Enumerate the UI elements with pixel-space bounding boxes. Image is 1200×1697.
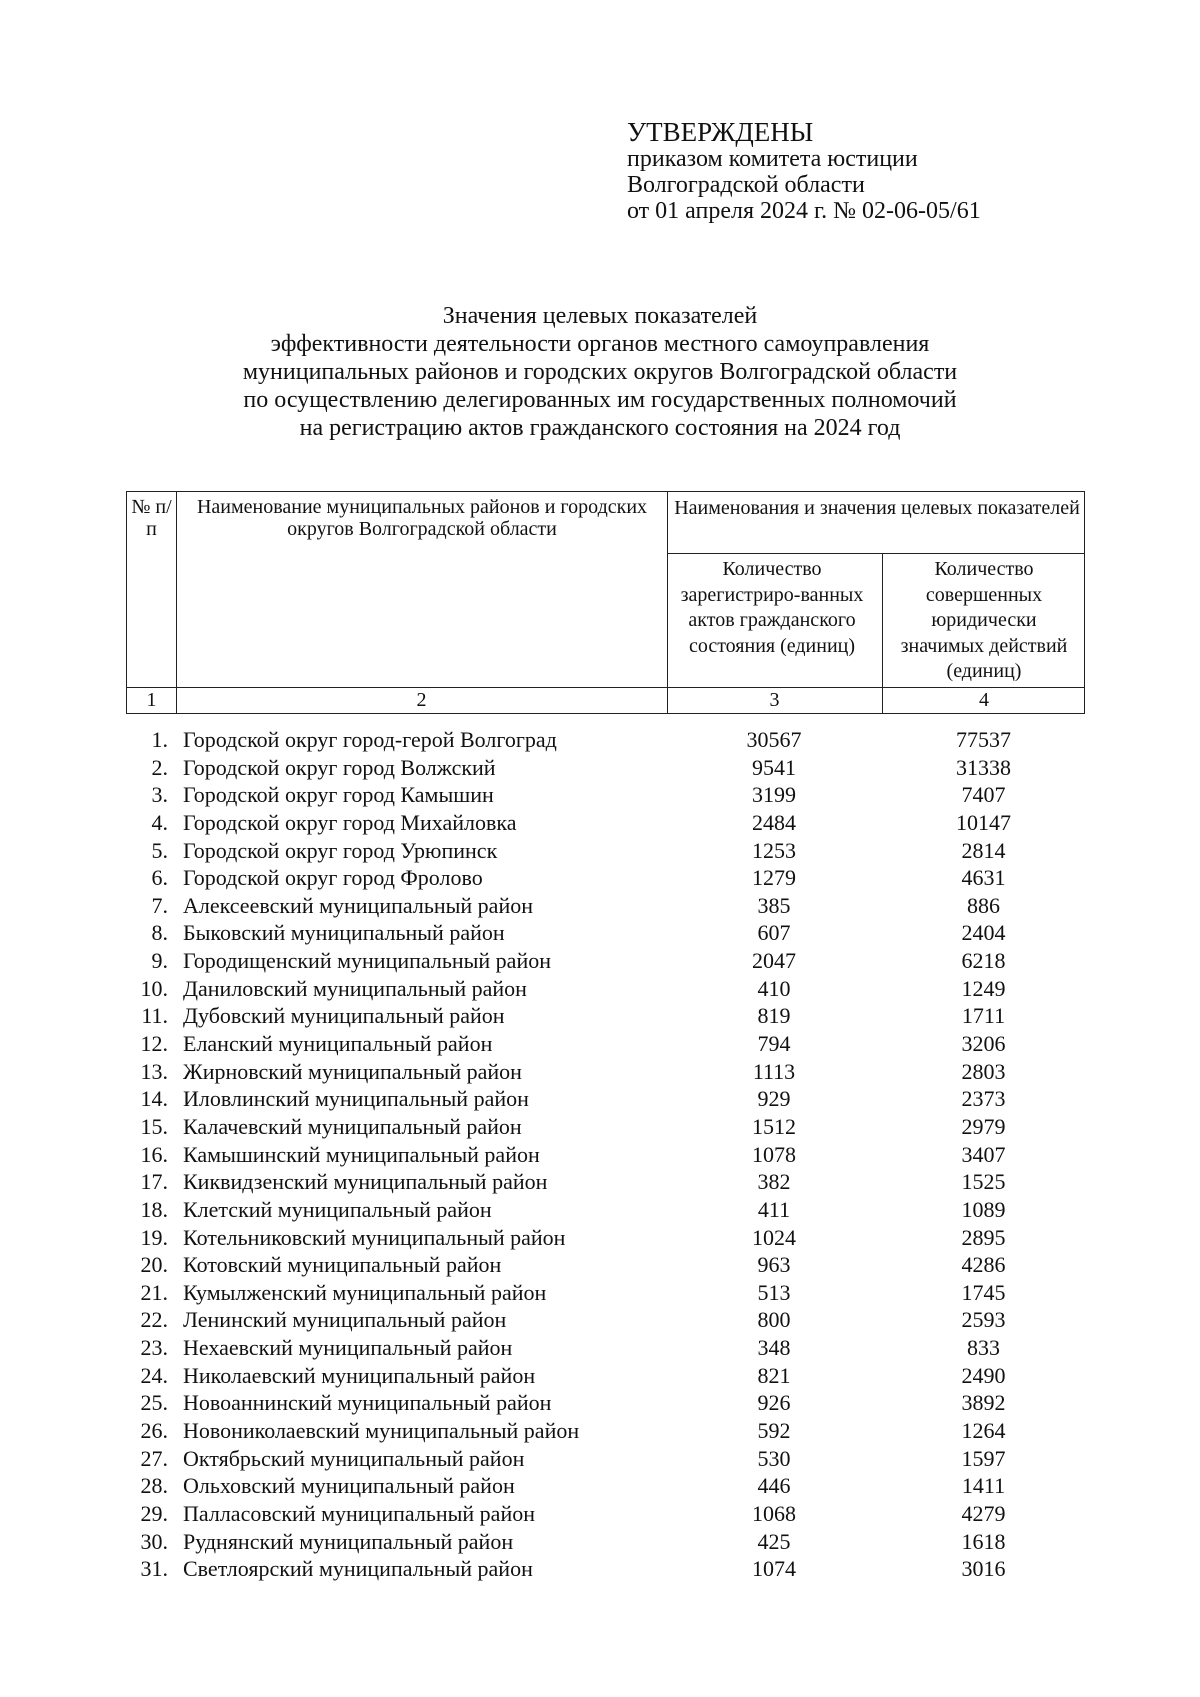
row-acts-count: 1279 (752, 865, 796, 891)
table-row (126, 1417, 1085, 1445)
row-name: Городищенский муниципальный район (183, 948, 551, 974)
row-actions-count: 1745 (961, 1279, 1006, 1305)
approval-line-2: Волгоградской области (627, 172, 865, 198)
row-number: 28. (140, 1473, 168, 1499)
table-row (126, 1113, 1085, 1141)
row-acts-count: 513 (757, 1279, 791, 1305)
row-acts-count: 446 (757, 1473, 791, 1499)
row-actions-count: 6218 (961, 948, 1006, 974)
row-actions-count: 1618 (961, 1528, 1006, 1554)
header-col3: Количество зарегистриро-ванных актов гражданского состояния (единиц) (680, 558, 864, 657)
row-number: 19. (140, 1224, 168, 1250)
row-acts-count: 1253 (752, 837, 796, 863)
row-number: 12. (140, 1031, 168, 1057)
row-actions-count: 1525 (961, 1169, 1006, 1195)
header-num: № п/п (131, 496, 172, 540)
document-title (150, 302, 1050, 442)
table-row (126, 1334, 1085, 1362)
row-number: 8. (151, 920, 168, 946)
row-acts-count: 800 (757, 1307, 791, 1333)
row-actions-count: 2373 (961, 1086, 1006, 1112)
table-row (126, 1279, 1085, 1307)
row-number: 25. (140, 1390, 168, 1416)
row-acts-count: 821 (757, 1362, 791, 1388)
row-number: 7. (151, 892, 168, 918)
table-row (126, 1445, 1085, 1473)
table-row (126, 1306, 1085, 1334)
table-row (126, 864, 1085, 892)
row-name: Еланский муниципальный район (183, 1031, 493, 1057)
table-row (126, 1500, 1085, 1528)
title-line-3: муниципальных районов и городских округов Волгоградской области (242, 359, 958, 385)
row-acts-count: 926 (757, 1390, 791, 1416)
row-acts-count: 1068 (752, 1500, 796, 1526)
header-divider (176, 492, 177, 713)
row-name: Нехаевский муниципальный район (183, 1335, 513, 1361)
row-acts-count: 592 (757, 1418, 791, 1444)
table-row (126, 1528, 1085, 1556)
row-acts-count: 1113 (752, 1058, 796, 1084)
row-acts-count: 530 (757, 1445, 791, 1471)
row-actions-count: 3206 (961, 1031, 1006, 1057)
row-actions-count: 2803 (961, 1058, 1006, 1084)
title-line-2: эффективности деятельности органов местного самоуправления (270, 331, 930, 357)
row-acts-count: 963 (757, 1252, 791, 1278)
row-name: Котовский муниципальный район (183, 1252, 502, 1278)
header-name: Наименование муниципальных районов и городских округов Волгоградской области (196, 496, 648, 540)
table-row (126, 919, 1085, 947)
row-number: 14. (140, 1086, 168, 1112)
row-number: 17. (140, 1169, 168, 1195)
row-actions-count: 4286 (961, 1252, 1006, 1278)
row-number: 24. (140, 1362, 168, 1388)
row-actions-count: 2593 (961, 1307, 1006, 1333)
row-acts-count: 411 (757, 1196, 791, 1222)
row-number: 31. (140, 1556, 168, 1582)
col-number-2: 2 (416, 689, 427, 711)
row-actions-count: 4631 (961, 865, 1006, 891)
row-name: Киквидзенский муниципальный район (183, 1169, 548, 1195)
col-number-4: 4 (979, 689, 989, 711)
header-divider (667, 492, 668, 713)
row-name: Дубовский муниципальный район (183, 1003, 505, 1029)
row-number: 29. (140, 1500, 168, 1526)
table-row (126, 1085, 1085, 1113)
row-name: Жирновский муниципальный район (183, 1058, 522, 1084)
row-number: 15. (140, 1113, 168, 1139)
row-actions-count: 3892 (961, 1390, 1006, 1416)
row-name: Городской округ город Камышин (183, 782, 494, 808)
approval-line-1: приказом комитета юстиции (627, 146, 918, 172)
title-line-1: Значения целевых показателей (442, 303, 758, 329)
row-acts-count: 9541 (752, 754, 796, 780)
row-name: Новоаннинский муниципальный район (183, 1390, 552, 1416)
row-actions-count: 2814 (961, 837, 1006, 863)
row-name: Октябрьский муниципальный район (183, 1445, 525, 1471)
approval-block (627, 118, 981, 224)
row-actions-count: 10147 (956, 809, 1011, 835)
row-number: 20. (140, 1252, 168, 1278)
row-name: Палласовский муниципальный район (183, 1500, 535, 1526)
row-number: 9. (151, 948, 168, 974)
row-actions-count: 31338 (956, 754, 1011, 780)
row-name: Кумылженский муниципальный район (183, 1279, 547, 1305)
row-number: 13. (140, 1058, 168, 1084)
row-actions-count: 2404 (961, 920, 1006, 946)
row-name: Калачевский муниципальный район (183, 1113, 522, 1139)
row-number: 5. (151, 837, 168, 863)
row-number: 16. (140, 1141, 168, 1167)
row-number: 26. (140, 1418, 168, 1444)
row-acts-count: 1512 (752, 1113, 796, 1139)
row-number: 11. (141, 1003, 168, 1029)
table-row (126, 892, 1085, 920)
table-row (126, 1196, 1085, 1224)
row-number: 27. (140, 1445, 168, 1471)
row-acts-count: 819 (757, 1003, 791, 1029)
row-name: Быковский муниципальный район (183, 920, 505, 946)
row-number: 2. (151, 754, 168, 780)
row-actions-count: 1597 (961, 1445, 1006, 1471)
table-row (126, 947, 1085, 975)
row-actions-count: 886 (967, 892, 1000, 918)
row-actions-count: 4279 (961, 1500, 1006, 1526)
row-name: Светлоярский муниципальный район (183, 1556, 533, 1582)
row-acts-count: 2047 (752, 948, 796, 974)
row-acts-count: 30567 (746, 727, 802, 752)
row-acts-count: 1024 (752, 1224, 796, 1250)
row-name: Камышинский муниципальный район (183, 1141, 540, 1167)
row-name: Городской округ город-герой Волгоград (183, 727, 557, 752)
table-header (126, 491, 1085, 714)
row-name: Городской округ город Фролово (183, 865, 483, 891)
row-actions-count: 1264 (961, 1418, 1006, 1444)
row-acts-count: 929 (757, 1086, 791, 1112)
approval-line-3: от 01 апреля 2024 г. № 02-06-05/61 (627, 198, 981, 224)
table-row (126, 1389, 1085, 1417)
table-row (126, 1168, 1085, 1196)
title-line-4: по осуществлению делегированных им государственных полномочий (243, 387, 957, 413)
row-name: Ольховский муниципальный район (183, 1473, 515, 1499)
table-row (126, 837, 1085, 865)
row-actions-count: 3407 (961, 1141, 1006, 1167)
approval-heading: УТВЕРЖДЕНЫ (627, 117, 814, 147)
row-actions-count: 77537 (956, 727, 1011, 752)
row-name: Руднянский муниципальный район (183, 1528, 514, 1554)
row-name: Городской округ город Михайловка (183, 809, 517, 835)
row-name: Николаевский муниципальный район (183, 1362, 536, 1388)
row-acts-count: 607 (757, 920, 791, 946)
row-number: 21. (140, 1279, 168, 1305)
row-name: Клетский муниципальный район (183, 1196, 492, 1222)
row-name: Даниловский муниципальный район (183, 975, 527, 1001)
row-name: Новониколаевский муниципальный район (183, 1418, 580, 1444)
table-row (126, 975, 1085, 1003)
row-acts-count: 348 (757, 1335, 791, 1361)
row-name: Иловлинский муниципальный район (183, 1086, 529, 1112)
table-row (126, 1058, 1085, 1086)
row-acts-count: 3199 (752, 782, 796, 808)
table-row (126, 781, 1085, 809)
table-row (126, 1251, 1085, 1279)
row-actions-count: 2895 (961, 1224, 1006, 1250)
header-divider (667, 553, 1084, 554)
col-number-3: 3 (769, 689, 780, 711)
row-number: 3. (151, 782, 168, 808)
row-acts-count: 1074 (752, 1556, 796, 1582)
row-actions-count: 2979 (961, 1113, 1006, 1139)
table-row (126, 1030, 1085, 1058)
row-actions-count: 1089 (961, 1196, 1006, 1222)
row-number: 22. (140, 1307, 168, 1333)
row-name: Городской округ город Урюпинск (183, 837, 498, 863)
row-acts-count: 2484 (752, 809, 796, 835)
row-acts-count: 1078 (752, 1141, 796, 1167)
row-actions-count: 7407 (961, 782, 1006, 808)
row-actions-count: 3016 (961, 1556, 1006, 1582)
table-row (126, 809, 1085, 837)
table-row (126, 1555, 1085, 1583)
table-row (126, 1362, 1085, 1390)
header-divider (127, 687, 1084, 688)
header-group: Наименования и значения целевых показателей (674, 497, 1080, 519)
title-line-5: на регистрацию актов гражданского состояния на 2024 год (299, 415, 901, 441)
table-row (126, 1141, 1085, 1169)
row-number: 23. (140, 1335, 168, 1361)
table-row (126, 726, 1085, 754)
row-number: 6. (151, 865, 168, 891)
row-actions-count: 833 (967, 1335, 1000, 1361)
table-body (126, 726, 1085, 1583)
row-number: 1. (151, 727, 168, 752)
row-number: 4. (151, 809, 168, 835)
row-actions-count: 2490 (961, 1362, 1006, 1388)
row-acts-count: 385 (757, 892, 791, 918)
header-col4: Количество совершенных юридически значимых действий (единиц) (900, 558, 1068, 682)
row-number: 18. (140, 1196, 168, 1222)
table-row (126, 1224, 1085, 1252)
table-row (126, 754, 1085, 782)
row-number: 30. (140, 1528, 168, 1554)
table-row (126, 1472, 1085, 1500)
row-acts-count: 794 (757, 1031, 791, 1057)
row-acts-count: 410 (757, 975, 791, 1001)
row-name: Городской округ город Волжский (183, 754, 496, 780)
row-name: Алексеевский муниципальный район (183, 892, 533, 918)
col-number-1: 1 (146, 689, 157, 711)
row-number: 10. (140, 975, 168, 1001)
row-actions-count: 1411 (961, 1473, 1006, 1499)
row-actions-count: 1711 (961, 1003, 1006, 1029)
table-row (126, 1002, 1085, 1030)
row-acts-count: 382 (757, 1169, 791, 1195)
row-name: Ленинский муниципальный район (183, 1307, 507, 1333)
row-acts-count: 425 (757, 1528, 791, 1554)
row-name: Котельниковский муниципальный район (183, 1224, 566, 1250)
row-actions-count: 1249 (961, 975, 1006, 1001)
